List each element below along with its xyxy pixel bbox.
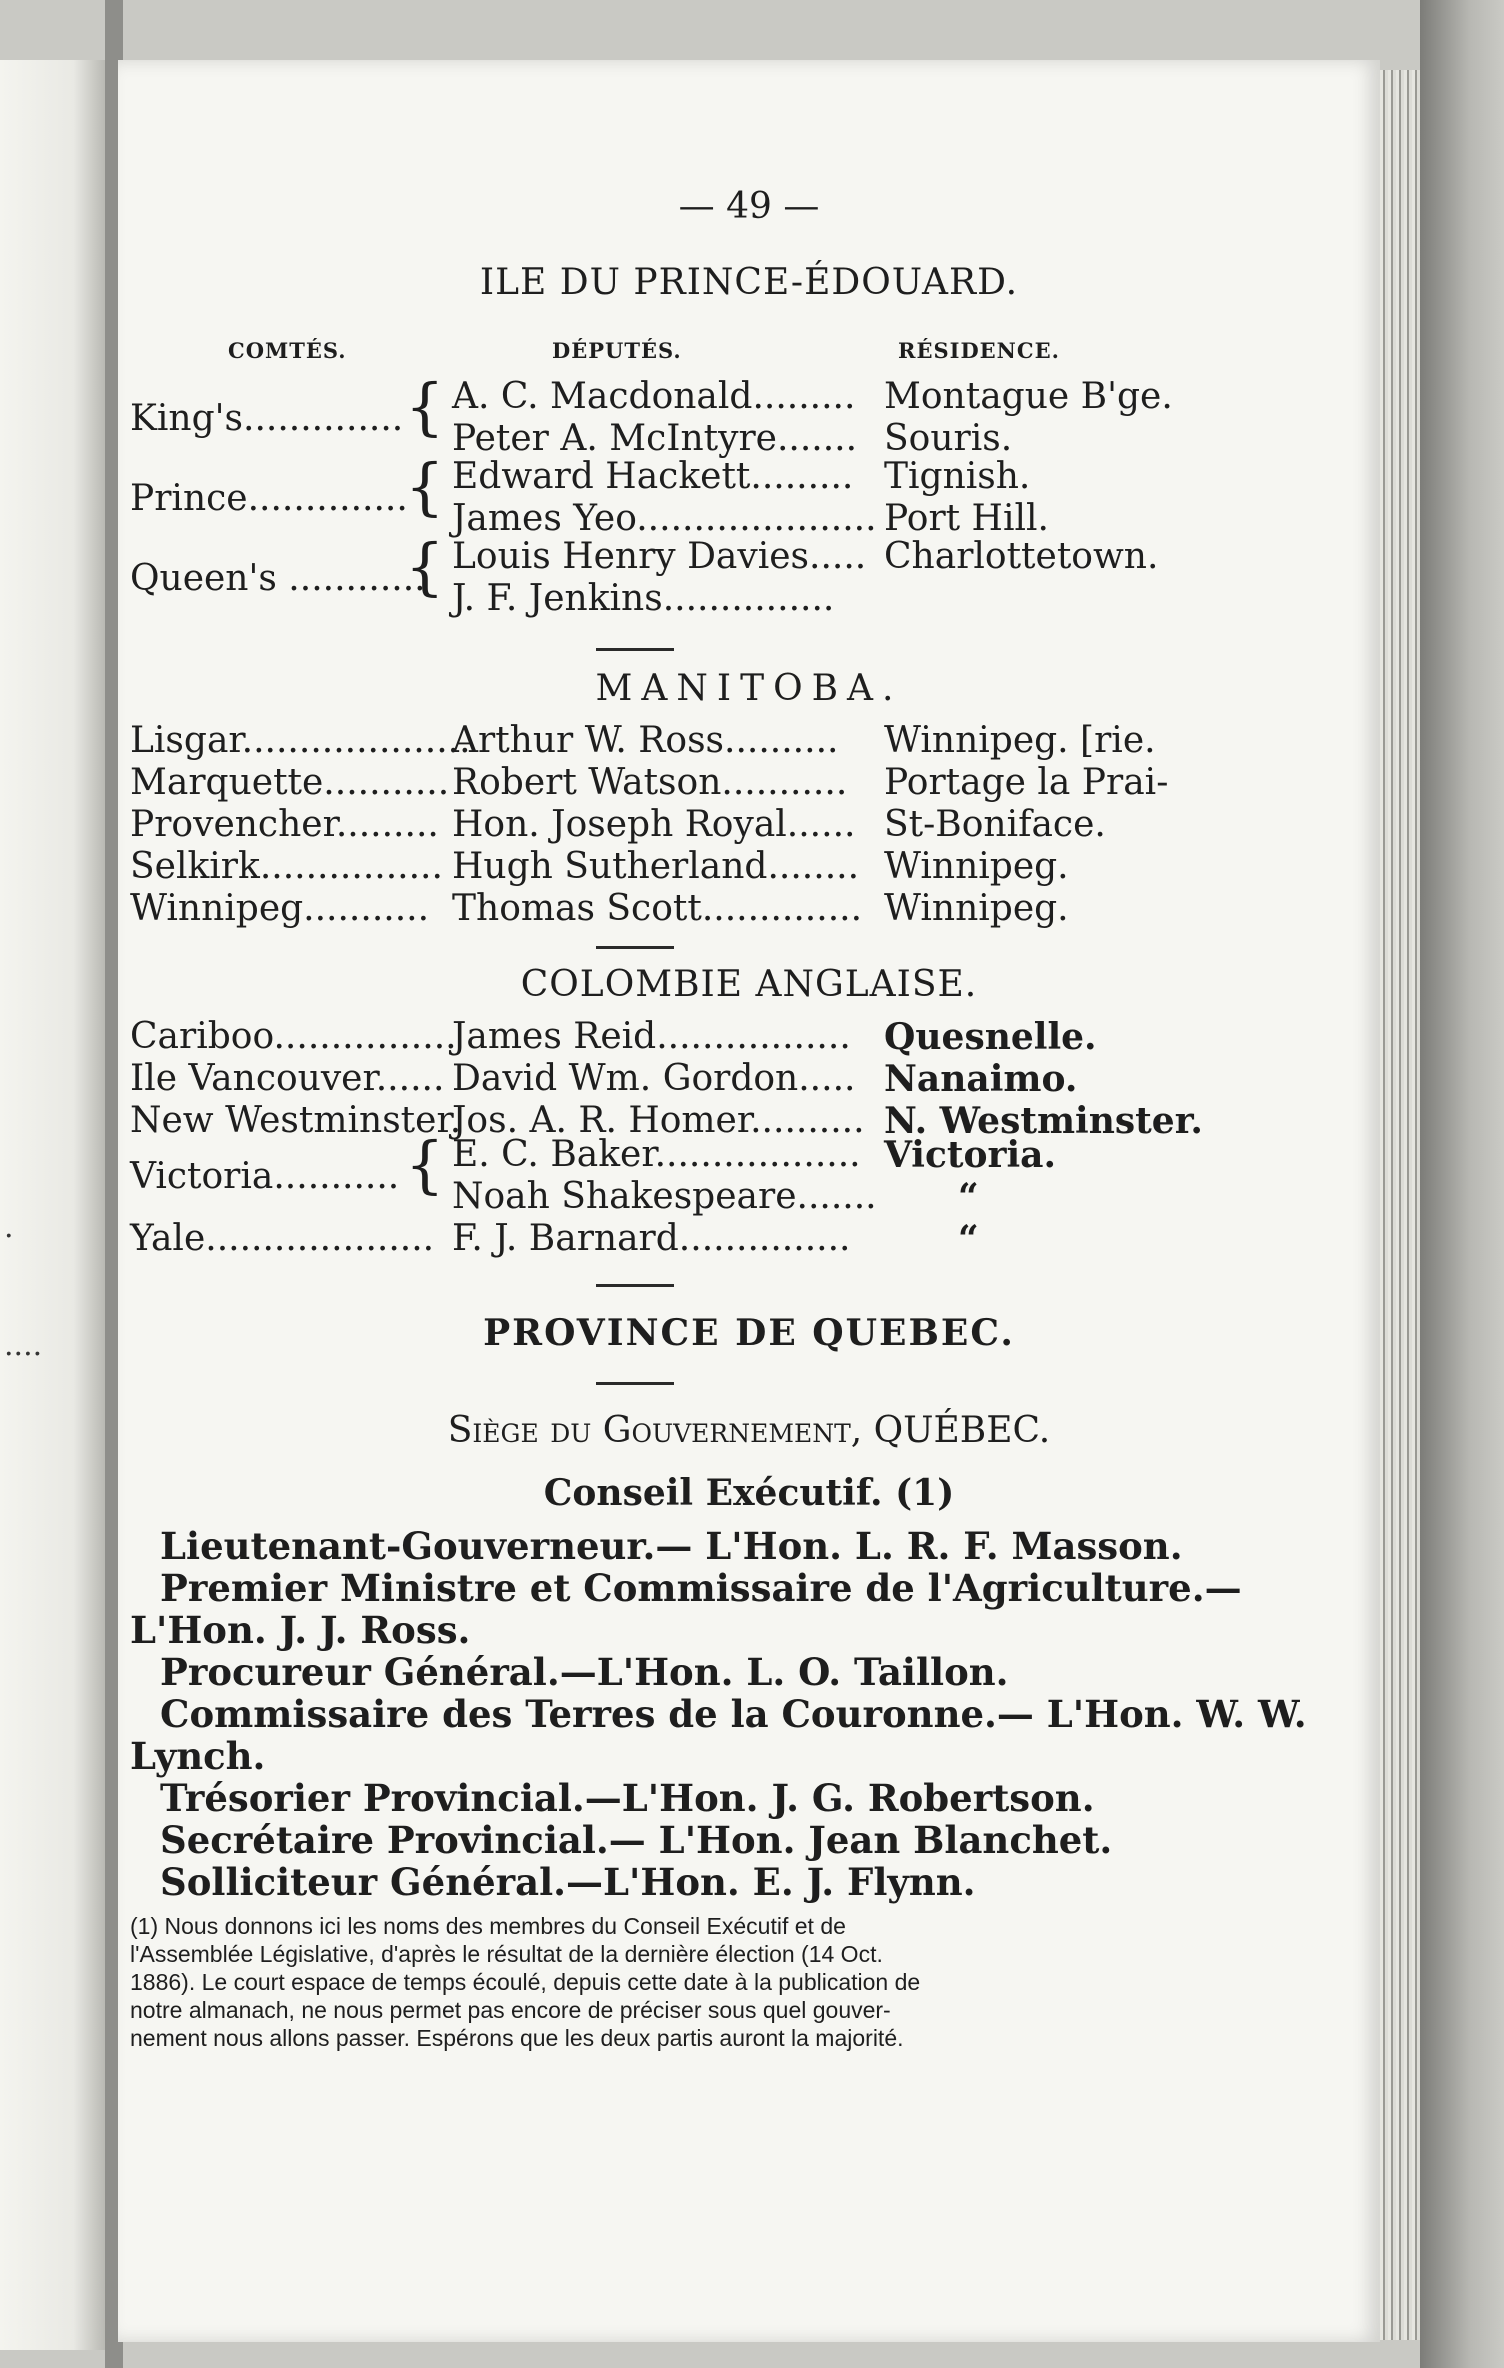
county-label: Prince..............	[130, 478, 408, 519]
county-label: Queen's ............	[130, 558, 426, 599]
footnote-line: (1) Nous donnons ici les noms des membres du Conseil Exécutif et de	[130, 1913, 846, 1939]
member-name: A. C. Macdonald.........	[452, 376, 856, 417]
member-residence: Winnipeg.	[884, 888, 1069, 929]
left-page-fragment: .	[4, 1210, 14, 1245]
council-line: Commissaire des Terres de la Couronne.— L'Hon. W. W.	[160, 1692, 1307, 1736]
county-label: Selkirk................	[130, 846, 443, 887]
section-rule	[596, 946, 674, 949]
member-residence: N. Westminster.	[884, 1100, 1203, 1142]
member-name: Hon. Joseph Royal......	[452, 804, 856, 845]
county-label: Winnipeg...........	[130, 888, 430, 929]
council-line: Trésorier Provincial.—L'Hon. J. G. Robertson.	[160, 1776, 1095, 1820]
member-name: Thomas Scott..............	[452, 888, 863, 929]
brace: {	[405, 450, 445, 523]
page-edges	[1380, 70, 1420, 2340]
member-name: Arthur W. Ross..........	[452, 720, 839, 761]
member-name: James Reid.................	[452, 1016, 851, 1057]
seat-prefix: Siège du Gouvernement,	[447, 1410, 863, 1451]
member-name: David Wm. Gordon.....	[452, 1058, 856, 1099]
member-name: F. J. Barnard...............	[452, 1218, 851, 1259]
brace: {	[405, 530, 445, 603]
member-residence: Quesnelle.	[884, 1016, 1097, 1058]
member-residence: Victoria.	[884, 1134, 1057, 1176]
member-name: E. C. Baker..................	[452, 1134, 861, 1175]
county-label: Cariboo................	[130, 1016, 457, 1057]
member-residence: Charlottetown.	[884, 536, 1159, 577]
county-label: Lisgar....................	[130, 720, 471, 761]
member-name: J. F. Jenkins...............	[452, 578, 835, 619]
footnote-line: nement nous allons passer. Espérons que les deux partis auront la majorité.	[130, 2025, 904, 2051]
member-name: Louis Henry Davies.....	[452, 536, 867, 577]
brace: {	[405, 370, 445, 443]
section-rule	[596, 1284, 674, 1287]
page-number: — 49 —	[678, 186, 820, 227]
member-name: James Yeo.....................	[452, 498, 877, 539]
header-deputes: DÉPUTÉS.	[552, 338, 682, 363]
member-name: Peter A. McIntyre.......	[452, 418, 858, 459]
council-heading: Conseil Exécutif. (1)	[543, 1472, 955, 1514]
council-line: Lynch.	[130, 1734, 266, 1778]
council-line: Procureur Général.—L'Hon. L. O. Taillon.	[160, 1650, 1009, 1694]
member-residence: Winnipeg.	[884, 846, 1069, 887]
county-label: Victoria...........	[130, 1156, 400, 1197]
section-title-bc: COLOMBIE ANGLAISE.	[520, 964, 978, 1005]
member-name: Hugh Sutherland........	[452, 846, 860, 887]
footnote-line: 1886). Le court espace de temps écoulé, depuis cette date à la publication de	[130, 1969, 921, 1995]
member-residence: Tignish.	[884, 456, 1031, 497]
county-label: Marquette...........	[130, 762, 450, 803]
member-residence: Nanaimo.	[884, 1058, 1078, 1100]
county-label: Provencher.........	[130, 804, 439, 845]
seat-city: QUÉBEC.	[873, 1410, 1051, 1451]
brace: {	[405, 1128, 445, 1201]
left-facing-page	[0, 60, 105, 2350]
county-label: New Westminster.	[130, 1100, 462, 1141]
member-residence: Montague B'ge.	[884, 376, 1173, 417]
footnote-line: notre almanach, ne nous permet pas encore de préciser sous quel gouver-	[130, 1997, 891, 2023]
footnote-line: l'Assemblée Législative, d'après le résultat de la dernière élection (14 Oct.	[130, 1941, 883, 1967]
seat-of-government	[118, 1410, 1380, 1452]
left-page-fragment: ....	[4, 1328, 43, 1363]
county-label: Ile Vancouver......	[130, 1058, 445, 1099]
county-label: King's..............	[130, 398, 404, 439]
member-name: Jos. A. R. Homer..........	[452, 1100, 865, 1141]
member-residence: Souris.	[884, 418, 1013, 459]
section-title-pei: ILE DU PRINCE-ÉDOUARD.	[479, 262, 1019, 303]
county-label: Yale....................	[130, 1218, 435, 1259]
ditto-mark: “	[958, 1218, 979, 1260]
edge-shadow	[1420, 0, 1504, 2368]
header-comtes: COMTÉS.	[228, 338, 347, 363]
member-residence: Winnipeg. [rie.	[884, 720, 1156, 761]
council-line: Secrétaire Provincial.— L'Hon. Jean Blanchet.	[160, 1818, 1113, 1862]
council-line: Lieutenant-Gouverneur.— L'Hon. L. R. F. Masson.	[160, 1524, 1183, 1568]
member-name: Robert Watson...........	[452, 762, 848, 803]
section-title-manitoba: MANITOBA.	[595, 668, 903, 709]
member-residence: Port Hill.	[884, 498, 1049, 539]
section-rule	[596, 1382, 674, 1385]
member-residence: Portage la Prai-	[884, 762, 1169, 803]
council-line: Premier Ministre et Commissaire de l'Agriculture.—	[160, 1566, 1242, 1610]
section-title-quebec: PROVINCE DE QUEBEC.	[483, 1312, 1015, 1354]
ditto-mark: “	[958, 1176, 979, 1218]
header-residence: RÉSIDENCE.	[898, 338, 1060, 363]
council-line: L'Hon. J. J. Ross.	[130, 1608, 471, 1652]
member-residence: St-Boniface.	[884, 804, 1106, 845]
member-name: Edward Hackett.........	[452, 456, 854, 497]
member-name: Noah Shakespeare.......	[452, 1176, 877, 1217]
council-line: Solliciteur Général.—L'Hon. E. J. Flynn.	[160, 1860, 976, 1904]
section-rule	[596, 648, 674, 651]
